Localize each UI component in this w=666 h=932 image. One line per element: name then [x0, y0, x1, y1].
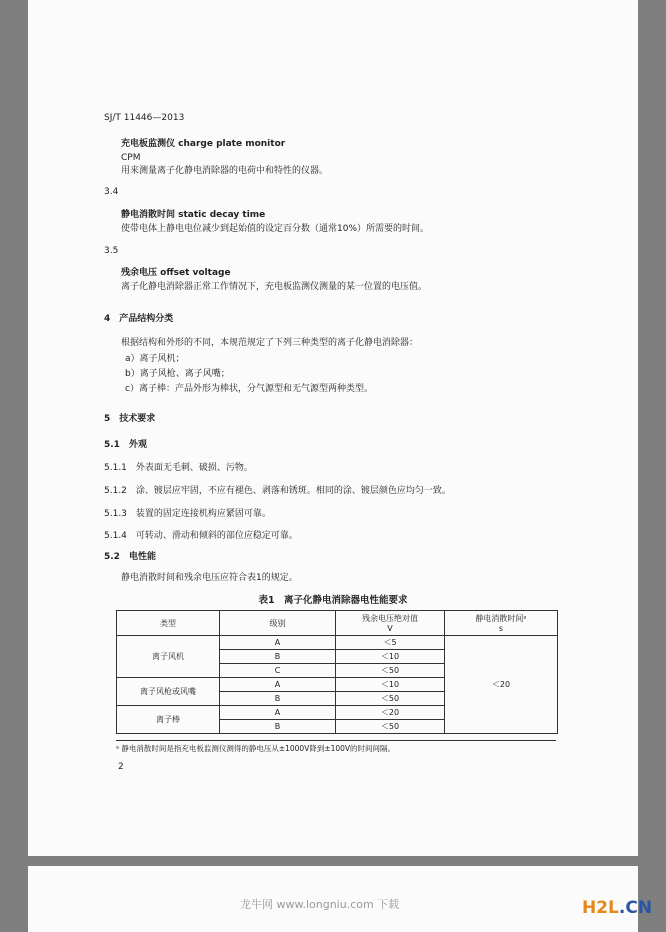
- table-caption: 表1 离子化静电消除器电性能要求: [258, 595, 408, 606]
- header-type: 类型: [117, 611, 220, 636]
- decay-term: 静电消散时间 static decay time: [121, 210, 266, 220]
- voltage-cell: ＜5: [336, 636, 445, 650]
- standard-number: SJ/T 11446—2013: [104, 113, 185, 123]
- performance-table: [116, 610, 558, 734]
- section-5-1-4: 5.1.4 可转动、滑动和倾斜的部位应稳定可靠。: [104, 531, 298, 541]
- document-page: [28, 0, 638, 856]
- section-3-5: 3.5: [104, 246, 119, 256]
- list-item-b: b）离子风枪、离子风嘴；: [125, 369, 230, 379]
- voltage-cell: ＜50: [336, 664, 445, 678]
- grade-cell: A: [220, 706, 336, 720]
- cpm-term: 充电板监测仪 charge plate monitor: [121, 139, 286, 149]
- section-5-1-heading: 5.1 外观: [104, 440, 147, 450]
- header-decay-time: 静电消散时间ᵃ s: [445, 611, 558, 636]
- type-ion-bar: 离子棒: [117, 706, 220, 734]
- section-4-intro: 根据结构和外形的不同，本规范规定了下列三种类型的离子化静电消除器：: [121, 338, 419, 348]
- list-item-c: c）离子棒：产品外形为棒状，分气源型和无气源型两种类型。: [125, 384, 373, 394]
- decay-value-cell: ＜20: [445, 636, 558, 734]
- offset-term: 残余电压 offset voltage: [121, 268, 231, 278]
- page-number: 2: [118, 762, 124, 772]
- section-3-4: 3.4: [104, 187, 119, 197]
- grade-cell: C: [220, 664, 336, 678]
- voltage-cell: ＜50: [336, 692, 445, 706]
- section-5-1-3: 5.1.3 装置的固定连接机构应紧固可靠。: [104, 509, 271, 519]
- voltage-cell: ＜10: [336, 678, 445, 692]
- section-5-2-text: 静电消散时间和残余电压应符合表1的规定。: [121, 573, 298, 583]
- section-4-heading: 4 产品结构分类: [104, 314, 174, 324]
- section-5-1-2: 5.1.2 涂、镀层应牢固，不应有褪色、剥落和锈斑。相同的涂、镀层颜色应均匀一致。: [104, 486, 451, 496]
- watermark-text[interactable]: 龙牛网 www.longniu.com 下载: [240, 898, 400, 911]
- type-ion-blower: 离子风机: [117, 636, 220, 678]
- grade-cell: B: [220, 692, 336, 706]
- h2l-logo[interactable]: H2L.CN: [582, 898, 653, 918]
- offset-definition: 离子化静电消除器正常工作情况下，充电板监测仪测量的某一位置的电压值。: [121, 282, 428, 292]
- cpm-definition: 用来测量离子化静电消除器的电荷中和特性的仪器。: [121, 166, 329, 176]
- section-5-1-1: 5.1.1 外表面无毛刺、破损、污物。: [104, 463, 253, 473]
- list-item-a: a）离子风机；: [125, 354, 185, 364]
- type-ion-gun: 离子风枪或风嘴: [117, 678, 220, 706]
- grade-cell: B: [220, 650, 336, 664]
- decay-definition: 使带电体上静电电位减少到起始值的设定百分数（通常10%）所需要的时间。: [121, 224, 430, 234]
- section-5-2-heading: 5.2 电性能: [104, 552, 156, 562]
- table-header-row: [117, 611, 558, 636]
- header-grade: 级别: [220, 611, 336, 636]
- grade-cell: B: [220, 720, 336, 734]
- table-footnote: ᵃ 静电消散时间是指充电板监测仪测得的静电压从±1000V降到±100V的时间间隔。: [116, 740, 556, 754]
- header-offset-voltage: 残余电压绝对值 V: [336, 611, 445, 636]
- grade-cell: A: [220, 636, 336, 650]
- voltage-cell: ＜50: [336, 720, 445, 734]
- grade-cell: A: [220, 678, 336, 692]
- section-5-heading: 5 技术要求: [104, 414, 156, 424]
- voltage-cell: ＜10: [336, 650, 445, 664]
- table-row: [117, 636, 558, 650]
- voltage-cell: ＜20: [336, 706, 445, 720]
- cpm-abbr: CPM: [121, 153, 141, 163]
